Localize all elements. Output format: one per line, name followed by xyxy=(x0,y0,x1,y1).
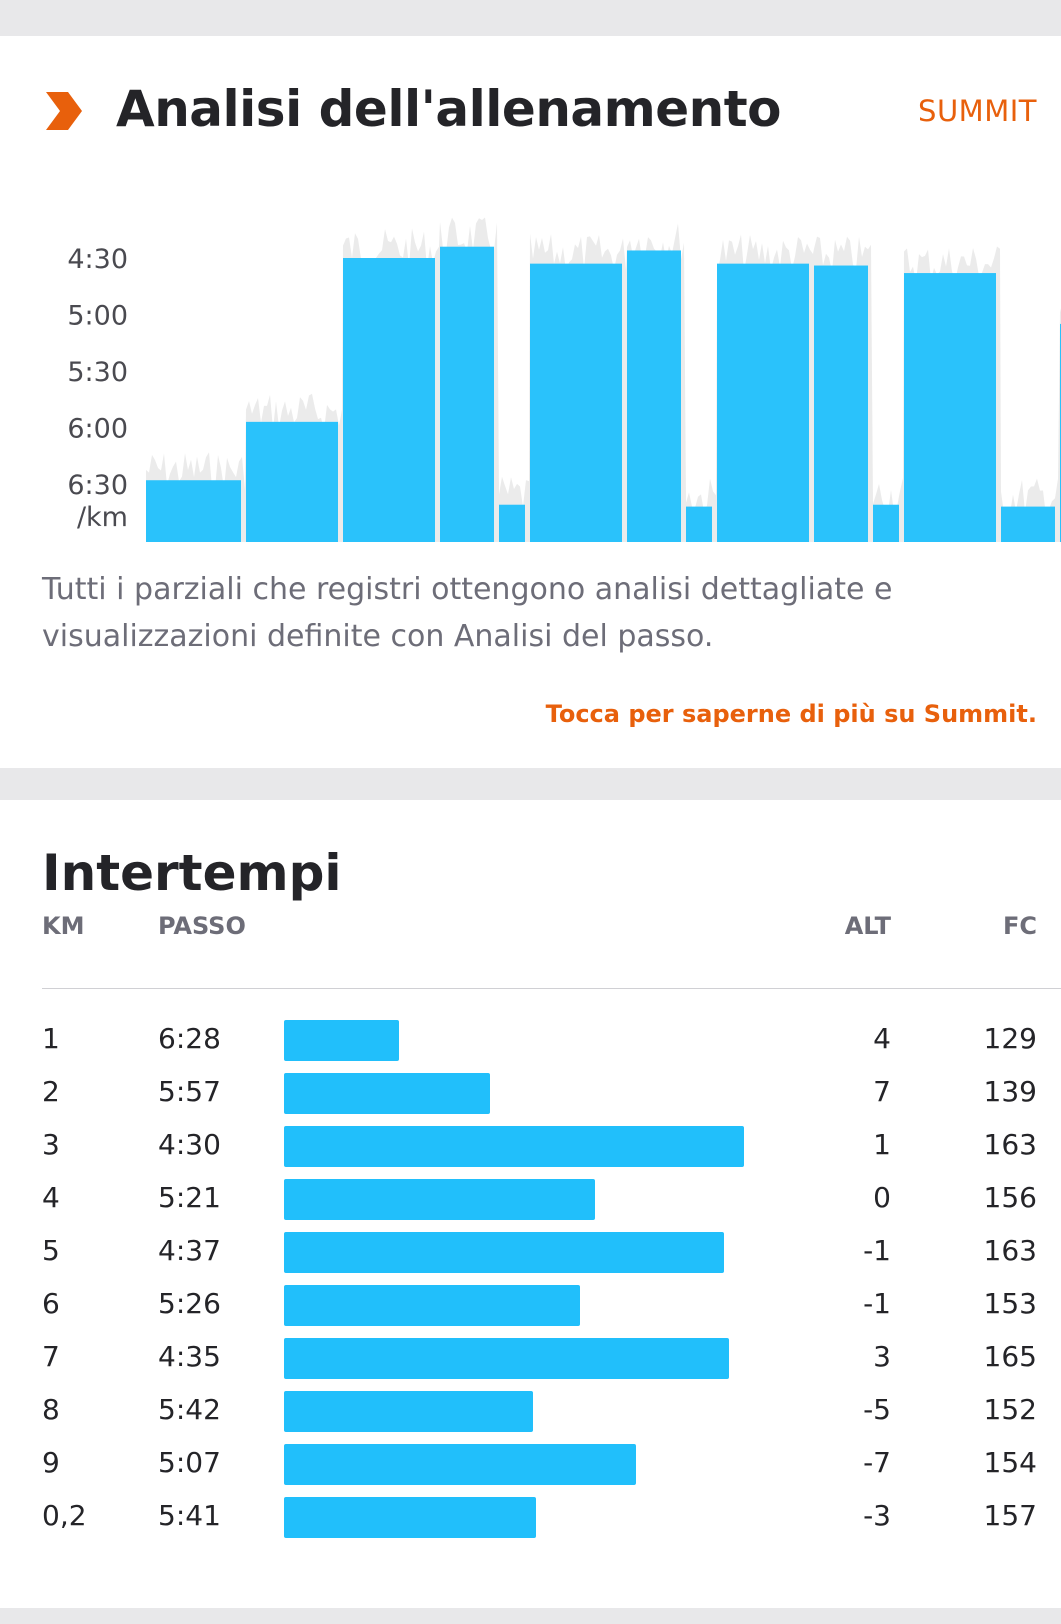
y-tick-label: 4:30 xyxy=(67,244,128,275)
split-pace: 5:57 xyxy=(158,1075,221,1108)
split-pace-bar xyxy=(284,1497,536,1538)
split-km: 2 xyxy=(42,1075,60,1108)
split-pace: 5:42 xyxy=(158,1393,221,1426)
split-elevation: 3 xyxy=(873,1340,891,1373)
pace-bar xyxy=(1001,507,1055,542)
pace-bar xyxy=(499,505,525,542)
split-km: 5 xyxy=(42,1234,60,1267)
split-pace: 5:41 xyxy=(158,1499,221,1532)
splits-title: Intertempi xyxy=(42,844,342,902)
pace-bar xyxy=(904,273,996,542)
split-pace-bar xyxy=(284,1391,533,1432)
split-pace: 5:21 xyxy=(158,1181,221,1214)
split-row xyxy=(0,1385,1061,1438)
y-tick-label: 6:30 xyxy=(67,470,128,501)
y-tick-label: 6:00 xyxy=(67,413,128,445)
split-heart-rate: 163 xyxy=(983,1234,1037,1267)
split-row xyxy=(0,1067,1061,1120)
split-km: 0,2 xyxy=(42,1499,87,1532)
strava-chevron-icon xyxy=(44,90,84,132)
analysis-description: Tutti i parziali che registri ottengono analisi dettagliate e visualizzazioni definite con Analisi del passo. xyxy=(42,572,893,654)
split-row xyxy=(0,1438,1061,1491)
y-unit-label: /km xyxy=(76,502,128,533)
y-tick-label: 5:30 xyxy=(67,357,128,388)
pace-analysis-chart xyxy=(0,186,1061,566)
pace-bar xyxy=(873,505,899,542)
split-km: 7 xyxy=(42,1340,60,1373)
split-elevation: 1 xyxy=(873,1128,891,1161)
split-heart-rate: 129 xyxy=(983,1022,1037,1055)
split-heart-rate: 153 xyxy=(983,1287,1037,1320)
split-pace: 6:28 xyxy=(158,1022,221,1055)
header-rule xyxy=(42,988,1061,989)
split-pace-bar xyxy=(284,1338,729,1379)
summit-link[interactable]: SUMMIT xyxy=(918,94,1037,128)
split-row xyxy=(0,1173,1061,1226)
split-pace-bar xyxy=(284,1232,724,1273)
pace-column-header: PASSO xyxy=(158,912,246,940)
split-row xyxy=(0,1491,1061,1544)
top-divider xyxy=(0,0,1061,36)
split-km: 9 xyxy=(42,1446,60,1479)
split-km: 6 xyxy=(42,1287,60,1320)
split-row xyxy=(0,1014,1061,1067)
split-pace: 4:30 xyxy=(158,1128,221,1161)
learn-more-summit-link[interactable]: Tocca per saperne di più su Summit. xyxy=(545,700,1037,728)
km-column-header: KM xyxy=(42,912,85,940)
split-elevation: 0 xyxy=(873,1181,891,1214)
split-row xyxy=(0,1279,1061,1332)
pace-bar xyxy=(627,250,681,542)
section-divider xyxy=(0,768,1061,800)
split-row xyxy=(0,1332,1061,1385)
alt-column-header: ALT xyxy=(844,912,891,940)
pace-bar xyxy=(440,247,494,542)
split-elevation: -1 xyxy=(863,1234,891,1267)
y-tick-label: 5:00 xyxy=(67,300,128,332)
split-elevation: 4 xyxy=(873,1022,891,1055)
pace-bar xyxy=(814,266,868,542)
split-heart-rate: 154 xyxy=(983,1446,1037,1479)
splits-card xyxy=(0,800,1061,1608)
split-km: 4 xyxy=(42,1181,60,1214)
split-km: 1 xyxy=(42,1022,60,1055)
pace-bar xyxy=(717,264,809,542)
split-pace: 4:35 xyxy=(158,1340,221,1373)
split-pace-bar xyxy=(284,1020,399,1061)
split-pace: 4:37 xyxy=(158,1234,221,1267)
hr-column-header: FC xyxy=(1002,912,1037,940)
split-elevation: 7 xyxy=(873,1075,891,1108)
split-heart-rate: 156 xyxy=(983,1181,1037,1214)
split-pace-bar xyxy=(284,1126,744,1167)
split-pace-bar xyxy=(284,1073,490,1114)
split-km: 3 xyxy=(42,1128,60,1161)
bottom-divider xyxy=(0,1608,1061,1624)
split-pace: 5:26 xyxy=(158,1287,221,1320)
split-row xyxy=(0,1226,1061,1279)
split-pace-bar xyxy=(284,1285,580,1326)
split-heart-rate: 157 xyxy=(983,1499,1037,1532)
analysis-title: Analisi dell'allenamento xyxy=(116,80,782,138)
split-row xyxy=(0,1120,1061,1173)
pace-bar xyxy=(343,258,435,542)
split-km: 8 xyxy=(42,1393,60,1426)
split-elevation: -7 xyxy=(863,1446,891,1479)
split-heart-rate: 165 xyxy=(983,1340,1037,1373)
split-elevation: -1 xyxy=(863,1287,891,1320)
split-heart-rate: 163 xyxy=(983,1128,1037,1161)
split-pace-bar xyxy=(284,1179,595,1220)
pace-bar xyxy=(146,480,241,542)
split-heart-rate: 152 xyxy=(983,1393,1037,1426)
split-elevation: -3 xyxy=(863,1499,891,1532)
split-pace: 5:07 xyxy=(158,1446,221,1479)
pace-bar xyxy=(246,422,338,542)
workout-analysis-card[interactable] xyxy=(0,36,1061,768)
pace-bar xyxy=(686,507,712,542)
split-elevation: -5 xyxy=(863,1393,891,1426)
split-heart-rate: 139 xyxy=(983,1075,1037,1108)
split-pace-bar xyxy=(284,1444,636,1485)
pace-bar xyxy=(530,264,622,542)
